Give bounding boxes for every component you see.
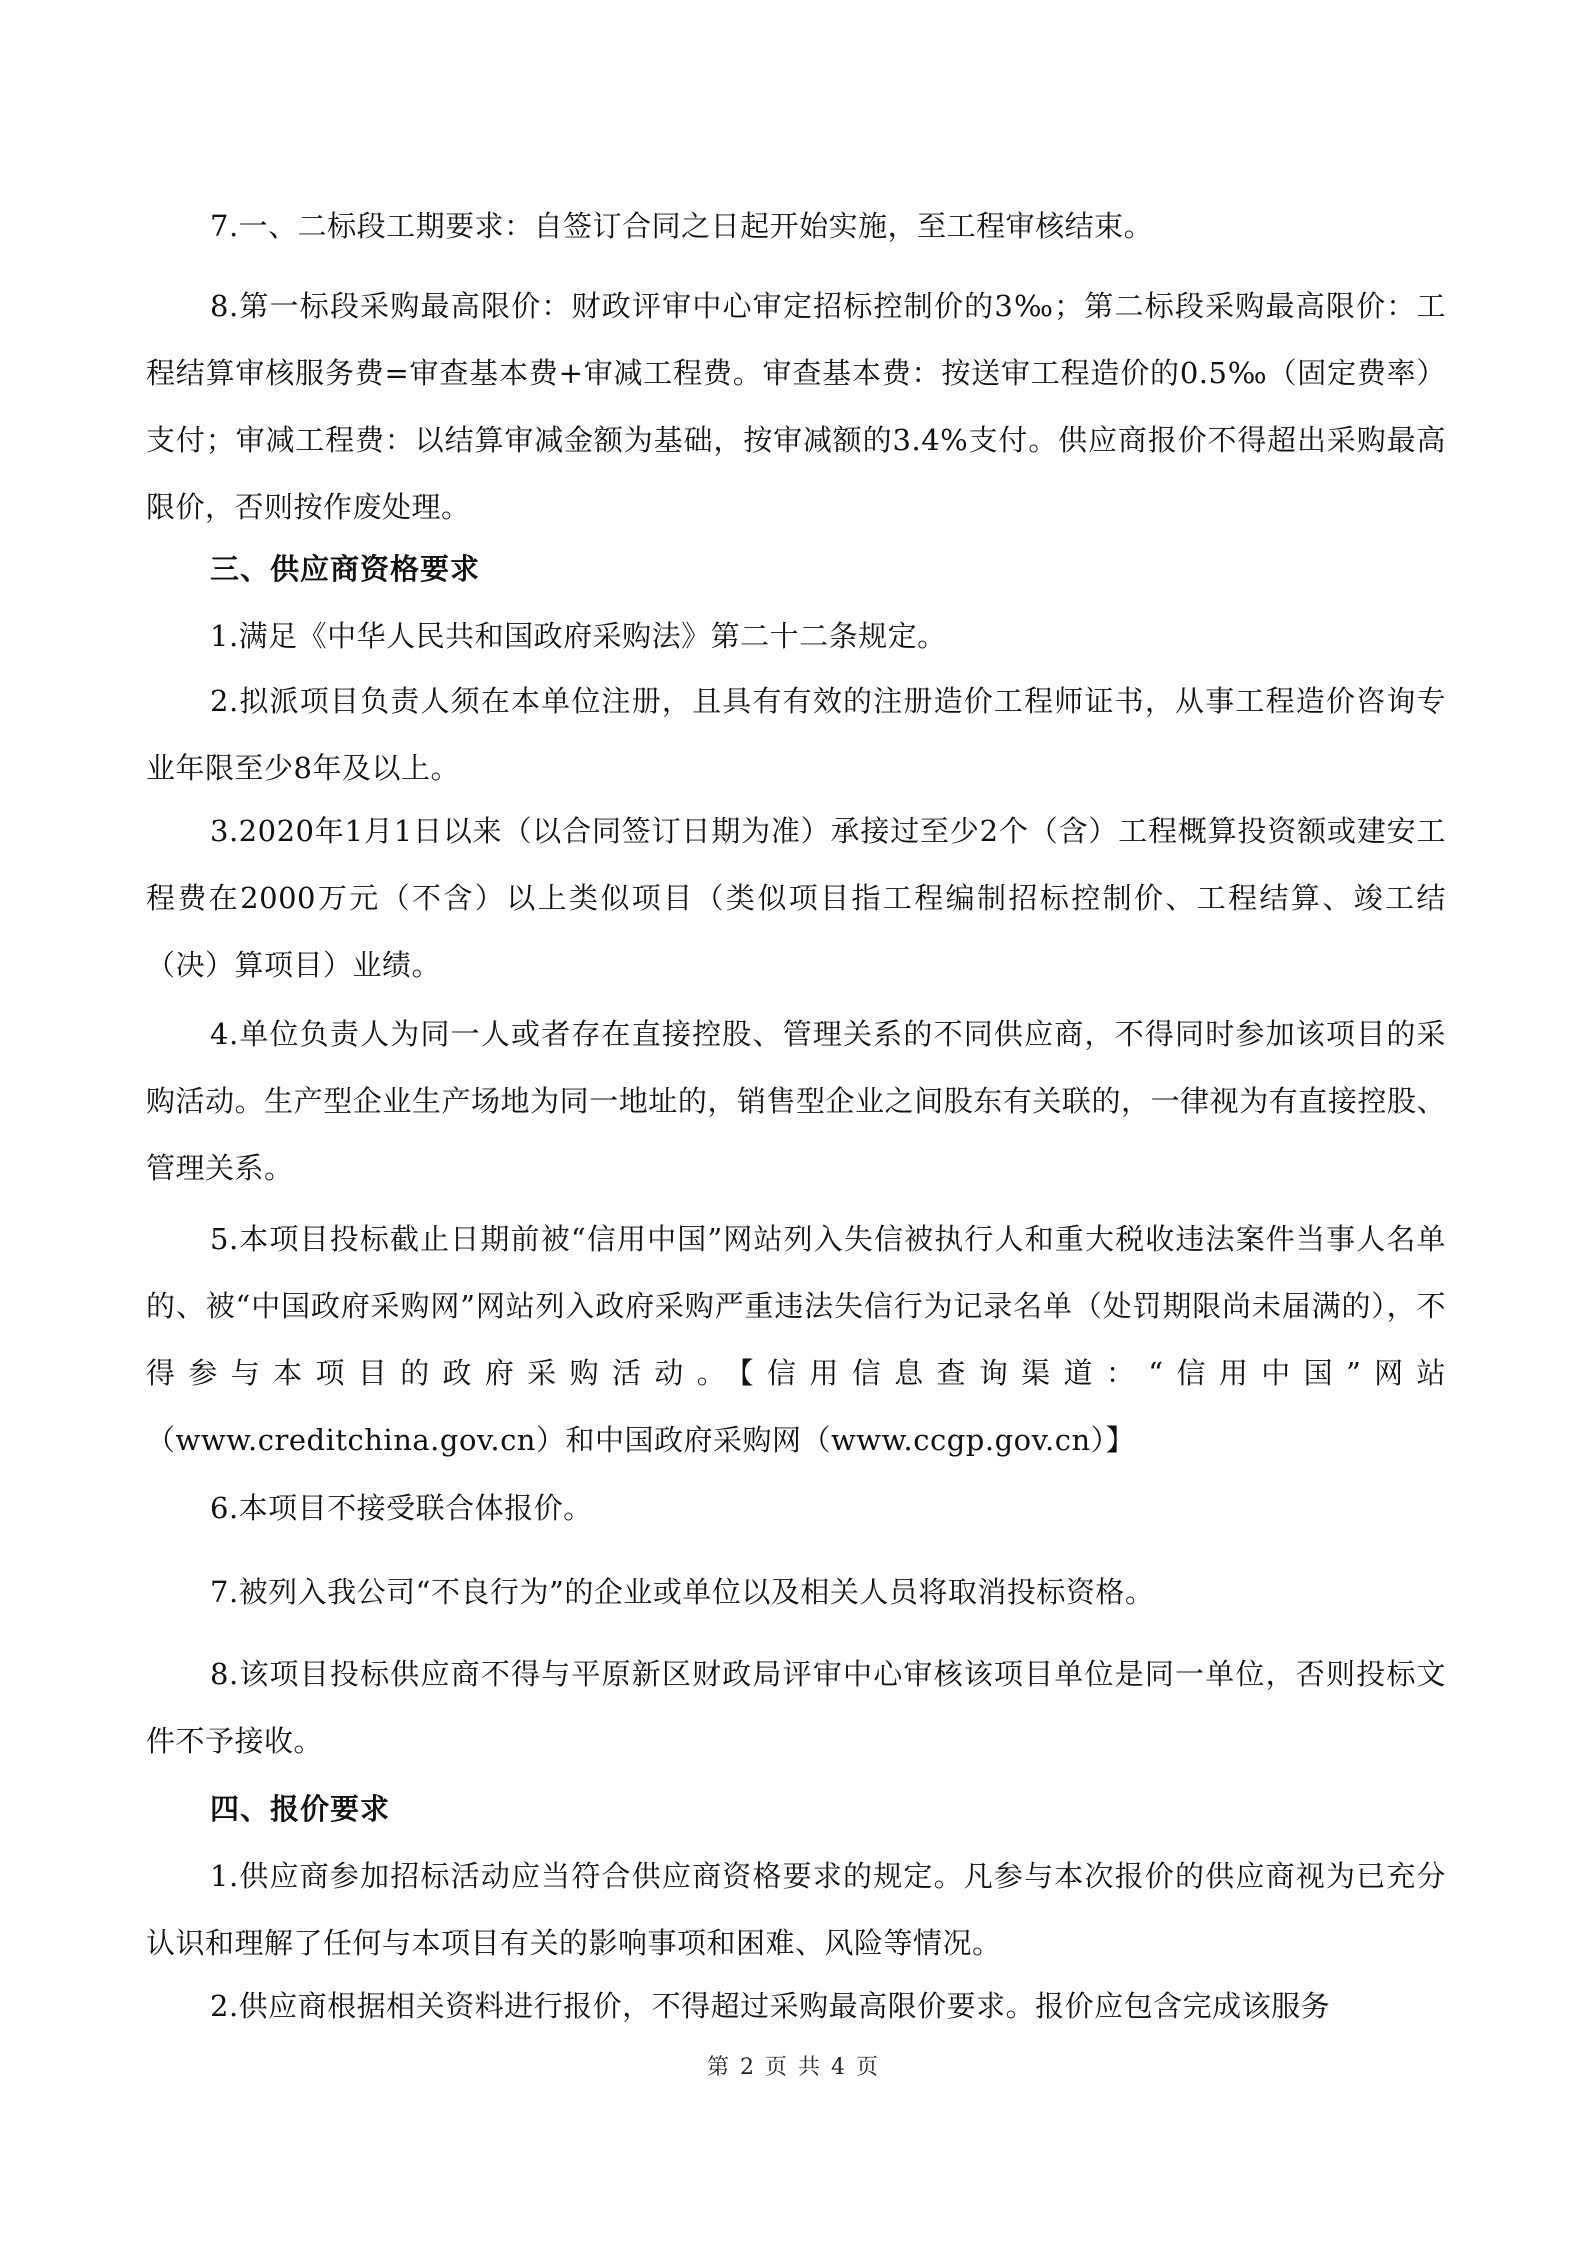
paragraph-price-limit: 8.第一标段采购最高限价：财政评审中心审定招标控制价的3‰；第二标段采购最高限价：工程结算审核服务费=审查基本费+审减工程费。审查基本费：按送审工程造价的0.5‰（固定费率）支付；审减工程费：以结算审减金额为基础，按审减额的3.4%支付。供应商报价不得超出采购最高限价，否则按作废处理。 (146, 289, 1446, 524)
page-number-footer: 第 2 页 共 4 页 (707, 2055, 880, 2080)
paragraph-quotation-2: 2.供应商根据相关资料进行报价，不得超过采购最高限价要求。报价应包含完成该服务 (210, 1989, 1331, 2023)
paragraph-qualification-1: 1.满足《中华人民共和国政府采购法》第二十二条规定。 (210, 619, 947, 653)
section-heading-quotation-requirements: 四、报价要求 (210, 1792, 391, 1826)
paragraph-qualification-2: 2.拟派项目负责人须在本单位注册，且具有有效的注册造价工程师证书，从事工程造价咨询专业年限至少8年及以上。 (146, 684, 1446, 785)
paragraph-qualification-5: 5.本项目投标截止日期前被“信用中国”网站列入失信被执行人和重大税收违法案件当事人名单的、被“中国政府采购网”网站列入政府采购严重违法失信行为记录名单（处罚期限尚未届满的），不得参与本项目的政府采购活动。【信用信息查询渠道：“信用中国”网站（www.creditchina.gov.cn）和中国政府采购网（www.ccgp.gov.cn）】 (146, 1222, 1446, 1457)
paragraph-qualification-8: 8.该项目投标供应商不得与平原新区财政局评审中心审核该项目单位是同一单位，否则投标文件不予接收。 (146, 1657, 1446, 1758)
paragraph-quotation-1: 1.供应商参加招标活动应当符合供应商资格要求的规定。凡参与本次报价的供应商视为已充分认识和理解了任何与本项目有关的影响事项和困难、风险等情况。 (146, 1859, 1446, 1960)
paragraph-duration-requirement: 7.一、二标段工期要求：自签订合同之日起开始实施，至工程审核结束。 (210, 209, 1154, 243)
paragraph-qualification-6: 6.本项目不接受联合体报价。 (210, 1491, 593, 1525)
paragraph-qualification-7: 7.被列入我公司“不良行为”的企业或单位以及相关人员将取消投标资格。 (210, 1575, 1155, 1609)
paragraph-qualification-4: 4.单位负责人为同一人或者存在直接控股、管理关系的不同供应商，不得同时参加该项目的采购活动。生产型企业生产场地为同一地址的，销售型企业之间股东有关联的，一律视为有直接控股、管理关系。 (146, 1017, 1446, 1185)
paragraph-qualification-3: 3.2020年1月1日以来（以合同签订日期为准）承接过至少2个（含）工程概算投资额或建安工程费在2000万元（不含）以上类似项目（类似项目指工程编制招标控制价、工程结算、竣工结（决）算项目）业绩。 (146, 814, 1446, 982)
section-heading-supplier-qualifications: 三、供应商资格要求 (210, 552, 481, 586)
